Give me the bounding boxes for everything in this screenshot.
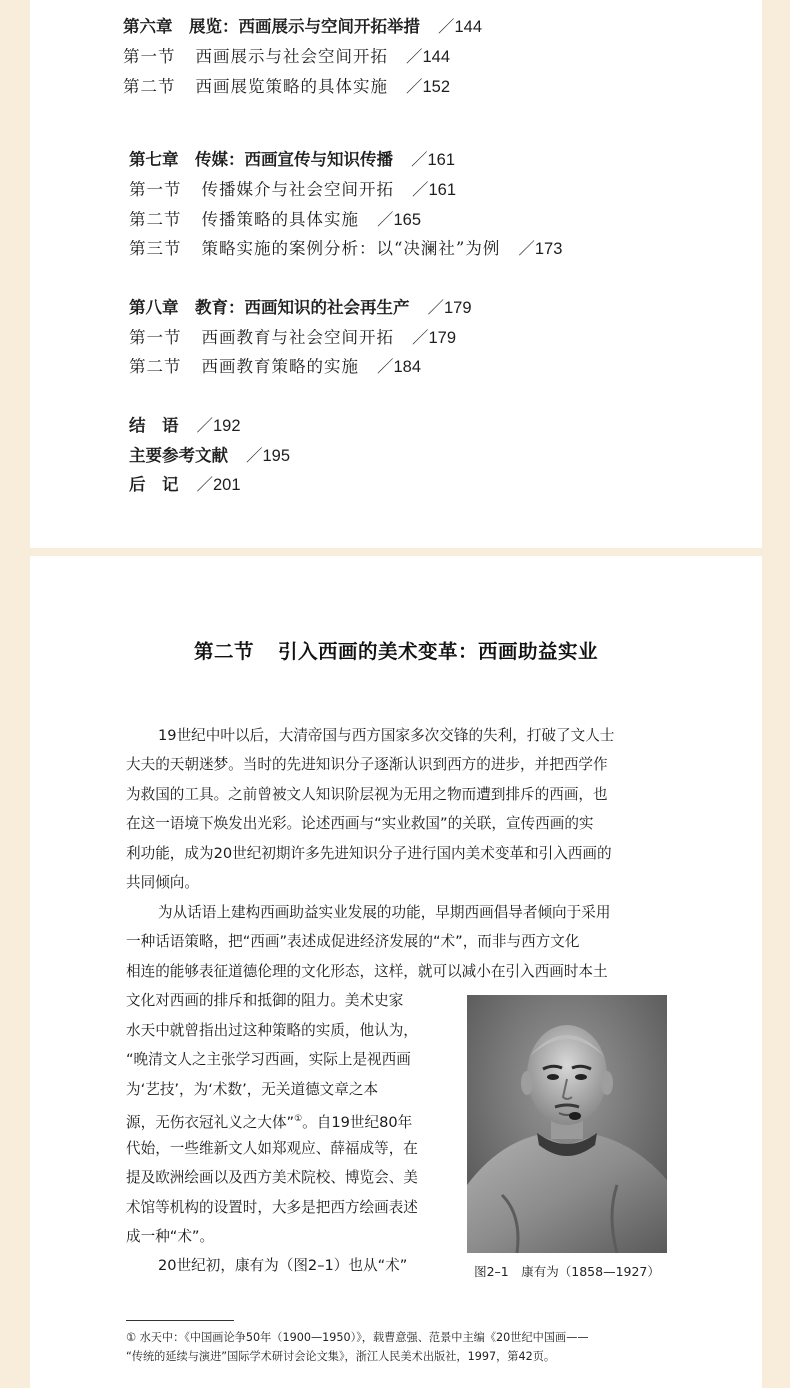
toc-conclusion[interactable] <box>129 415 241 437</box>
toc-section-7-2[interactable] <box>129 209 421 231</box>
toc-afterword[interactable] <box>129 474 241 496</box>
toc-page-number: ／161 <box>412 181 457 199</box>
toc-chapter-title: 第八章 教育：西画知识的社会再生产 <box>129 298 410 317</box>
toc-page-number: ／179 <box>412 329 457 347</box>
body-line: 相连的能够表征道德伦理的文化形态，这样，就可以减小在引入西画时本土 <box>126 963 608 980</box>
body-line: 20世纪初，康有为（图2–1）也从“术” <box>158 1257 408 1274</box>
toc-section-title: 传播媒介与社会空间开拓 <box>201 180 394 199</box>
body-text: 源，无伤衣冠礼义之大体” <box>126 1114 295 1131</box>
toc-chapter-title: 后 记 <box>129 475 179 494</box>
footnote-text: “传统的延续与演进”国际学术研讨会论文集》，浙江人民美术出版社，1997，第42页。 <box>126 1350 556 1363</box>
toc-section-title: 传播策略的具体实施 <box>201 210 359 229</box>
toc-page-number: ／192 <box>196 417 241 435</box>
body-line: 19世纪中叶以后，大清帝国与西方国家多次交锋的失利，打破了文人士 <box>158 727 615 744</box>
portrait-image <box>467 995 667 1253</box>
toc-section-label: 第二节 <box>123 77 176 96</box>
section-heading <box>30 636 762 664</box>
toc-references[interactable] <box>129 445 290 467</box>
toc-chapter-title: 结 语 <box>129 416 179 435</box>
toc-chapter-7[interactable] <box>129 149 455 171</box>
toc-section-title: 西画展览策略的具体实施 <box>195 77 388 96</box>
section-number: 第二节 <box>193 640 254 663</box>
toc-page-number: ／144 <box>438 18 483 36</box>
body-line: 提及欧洲绘画以及西方美术院校、博览会、美 <box>126 1169 418 1186</box>
toc-section-label: 第二节 <box>129 210 182 229</box>
toc-page-number: ／195 <box>246 447 291 465</box>
toc-page-number: ／184 <box>377 358 422 376</box>
body-line: 在这一语境下焕发出光彩。论述西画与“实业救国”的关联，宣传西画的实 <box>126 815 594 832</box>
body-line <box>126 1109 452 1133</box>
toc-section-7-3[interactable] <box>129 238 562 260</box>
body-line: 一种话语策略，把“西画”表述成促进经济发展的“术”，而非与西方文化 <box>126 933 580 950</box>
toc-section-title: 西画教育与社会空间开拓 <box>201 328 394 347</box>
toc-chapter-title: 第六章 展览：西画展示与空间开拓举措 <box>123 17 420 36</box>
body-line: 大夫的天朝迷梦。当时的先进知识分子逐渐认识到西方的进步，并把西学作 <box>126 756 608 773</box>
figure-caption: 图2–1 康有为（1858—1927） <box>474 1264 660 1279</box>
body-line: 为‘艺技’，为‘术数’，无关道德文章之本 <box>126 1081 379 1098</box>
toc-section-label: 第一节 <box>129 328 182 347</box>
toc-page-number: ／152 <box>406 78 451 96</box>
body-line: “晚清文人之主张学习西画，实际上是视西画 <box>126 1051 411 1068</box>
body-line: 水天中就曾指出过这种策略的实质，他认为， <box>126 1022 418 1039</box>
body-text: 。自19世纪80年 <box>302 1114 413 1131</box>
toc-page-number: ／144 <box>406 48 451 66</box>
content-page <box>30 556 762 1388</box>
body-line: 代始，一些维新文人如郑观应、薛福成等，在 <box>126 1140 418 1157</box>
section-title: 引入西画的美术变革：西画助益实业 <box>278 640 599 663</box>
body-line: 为救国的工具。之前曾被文人知识阶层视为无用之物而遭到排斥的西画，也 <box>126 786 608 803</box>
toc-chapter-6[interactable] <box>123 16 482 38</box>
toc-section-8-1[interactable] <box>129 327 456 349</box>
toc-chapter-8[interactable] <box>129 297 472 319</box>
toc-section-6-2[interactable] <box>123 76 450 98</box>
toc-page-number: ／173 <box>518 240 563 258</box>
body-line: 共同倾向。 <box>126 874 199 891</box>
toc-section-label: 第三节 <box>129 239 182 258</box>
toc-chapter-title: 第七章 传媒：西画宣传与知识传播 <box>129 150 393 169</box>
portrait-photo <box>467 995 667 1253</box>
footnote-text: ① 水天中：《中国画论争50年（1900—1950）》，载曹意强、范景中主编《20世纪中国画—— <box>126 1331 589 1344</box>
body-line: 为从话语上建构西画助益实业发展的功能，早期西画倡导者倾向于采用 <box>158 904 611 921</box>
body-line: 文化对西画的排斥和抵御的阻力。美术史家 <box>126 992 404 1009</box>
toc-page-number: ／179 <box>427 299 472 317</box>
toc-page <box>30 0 762 548</box>
toc-section-label: 第二节 <box>129 357 182 376</box>
toc-section-7-1[interactable] <box>129 179 456 201</box>
toc-page-number: ／161 <box>411 151 456 169</box>
body-line: 利功能，成为20世纪初期许多先进知识分子进行国内美术变革和引入西画的 <box>126 845 612 862</box>
toc-page-number: ／201 <box>196 476 241 494</box>
toc-page-number: ／165 <box>377 211 422 229</box>
footnote-reference[interactable]: ① <box>294 1114 303 1124</box>
toc-section-title: 西画展示与社会空间开拓 <box>195 47 388 66</box>
body-line: 术馆等机构的设置时，大多是把西方绘画表述 <box>126 1199 418 1216</box>
toc-chapter-title: 主要参考文献 <box>129 446 228 465</box>
toc-section-title: 策略实施的案例分析：以“决澜社”为例 <box>201 239 501 258</box>
toc-section-title: 西画教育策略的实施 <box>201 357 359 376</box>
body-line: 成一种“术”。 <box>126 1228 215 1245</box>
footnote-divider <box>126 1320 234 1321</box>
toc-section-label: 第一节 <box>129 180 182 199</box>
toc-section-8-2[interactable] <box>129 356 421 378</box>
toc-section-6-1[interactable] <box>123 46 450 68</box>
toc-section-label: 第一节 <box>123 47 176 66</box>
